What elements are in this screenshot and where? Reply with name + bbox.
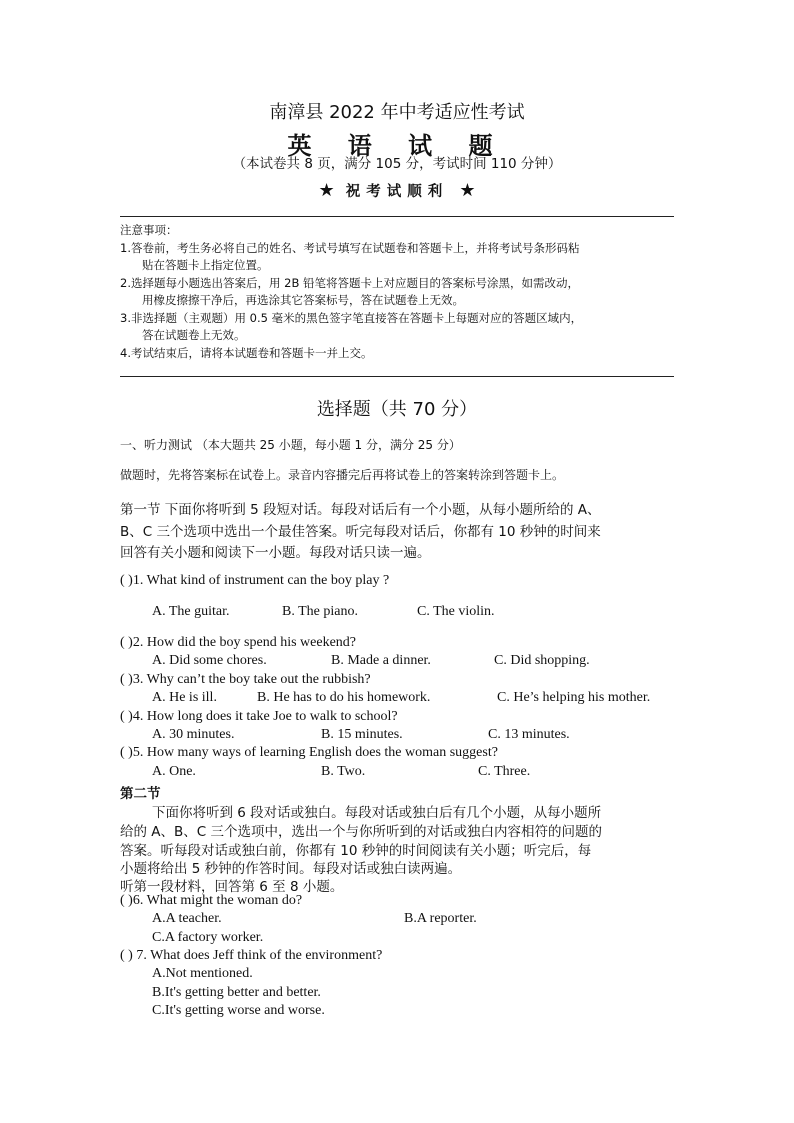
sec2-line: 下面你将听到 6 段对话或独白。每段对话或独白后有几个小题，从每小题所 (152, 805, 602, 821)
sec1-line: 第一节 下面你将听到 5 段短对话。每段对话后有一个小题，从每小题所给的 A、 (120, 502, 601, 518)
blessing-text: 祝考试顺利 (345, 184, 449, 200)
question-6 (120, 893, 302, 909)
option-a: A. 30 minutes. (152, 727, 235, 742)
section-title: 选择题（共 70 分） (316, 399, 478, 420)
answer-blank[interactable]: ( ) (120, 573, 133, 588)
option-a: A. One. (152, 764, 196, 779)
option-a: A.A teacher. (152, 911, 222, 926)
answer-blank[interactable]: ( ) (120, 635, 133, 650)
notice-item: 贴在答题卡上指定位置。 (142, 258, 269, 272)
question-1 (120, 573, 389, 589)
option-c: C. He’s helping his mother. (497, 690, 651, 705)
divider-top (120, 216, 674, 217)
option-c: C. Did shopping. (494, 653, 590, 668)
option-b: B. Two. (321, 764, 366, 779)
question-4 (120, 709, 398, 725)
sec2-heading: 第二节 (120, 786, 161, 802)
sec1-line: 回答有关小题和阅读下一小题。每段对话只读一遍。 (120, 545, 431, 561)
exam-info: （本试卷共 8 页，满分 105 分，考试时间 110 分钟） (232, 156, 562, 172)
question-text: 1. What kind of instrument can the boy play ? (132, 573, 390, 588)
sec2-line: 给的 A、B、C 三个选项中，选出一个与你所听到的对话或独白内容相符的问题的 (120, 824, 603, 840)
question-text: 2. How did the boy spend his weekend? (132, 635, 357, 650)
question-5 (120, 745, 498, 761)
notice-item: 2.选择题每小题选出答案后，用 2B 铅笔将答题卡上对应题目的答案标号涂黑，如需改动， (120, 276, 579, 290)
option-b: B. Made a dinner. (331, 653, 431, 668)
star-right-icon: ★ (459, 180, 476, 201)
answer-blank[interactable]: ( ) (120, 948, 133, 963)
option-c: C.A factory worker. (152, 930, 264, 945)
option-b: B. 15 minutes. (321, 727, 403, 742)
option-b: B.It's getting better and better. (152, 985, 321, 1000)
notice-item: 4.考试结束后，请将本试题卷和答题卡一并上交。 (120, 346, 373, 360)
notice-heading: 注意事项： (120, 223, 178, 237)
notice-item: 1.答卷前，考生务必将自己的姓名、考试号填写在试题卷和答题卡上，并将考试号条形码粘 (120, 241, 580, 255)
question-2 (120, 635, 356, 651)
question-3 (120, 672, 371, 688)
question-text: 3. Why can’t the boy take out the rubbish? (132, 672, 371, 687)
subject-title: 英 语 试 题 (287, 132, 507, 160)
notice-item: 3.非选择题（主观题）用 0.5 毫米的黑色签字笔直接答在答题卡上每题对应的答题区域内， (120, 311, 583, 325)
option-c: C.It's getting worse and worse. (152, 1003, 325, 1018)
divider-bottom (120, 376, 674, 377)
answer-blank[interactable]: ( ) (120, 672, 133, 687)
question-text: 4. How long does it take Joe to walk to school? (132, 709, 398, 724)
sec2-line: 答案。听每段对话或独白前，你都有 10 秒钟的时间阅读有关小题；听完后，每 (120, 843, 592, 859)
sec2-line: 小题将给出 5 秒钟的作答时间。每段对话或独白读两遍。 (120, 861, 462, 877)
option-b: B. The piano. (282, 604, 358, 619)
option-a: A. Did some chores. (152, 653, 267, 668)
question-text: 5. How many ways of learning English does the woman suggest? (132, 745, 498, 760)
question-text: 6. What might the woman do? (132, 893, 303, 908)
question-text: 7. What does Jeff think of the environment? (132, 948, 383, 963)
option-a: A.Not mentioned. (152, 966, 253, 981)
option-b: B.A reporter. (404, 911, 477, 926)
part1-instruction: 做题时，先将答案标在试卷上。录音内容播完后再将试卷上的答案转涂到答题卡上。 (120, 468, 565, 482)
option-b: B. He has to do his homework. (257, 690, 431, 705)
star-left-icon: ★ (318, 180, 335, 201)
blessing-line (0, 180, 794, 201)
exam-title: 南漳县 2022 年中考适应性考试 (269, 102, 525, 123)
option-a: A. The guitar. (152, 604, 230, 619)
notice-item: 用橡皮擦擦干净后，再选涂其它答案标号，答在试题卷上无效。 (142, 293, 464, 307)
answer-blank[interactable]: ( ) (120, 709, 133, 724)
option-c: C. The violin. (417, 604, 495, 619)
option-c: C. Three. (478, 764, 531, 779)
notice-item: 答在试题卷上无效。 (142, 328, 246, 342)
question-7 (120, 948, 382, 964)
answer-blank[interactable]: ( ) (120, 745, 133, 760)
option-a: A. He is ill. (152, 690, 217, 705)
answer-blank[interactable]: ( ) (120, 893, 133, 908)
sec2-line: 听第一段材料，回答第 6 至 8 小题。 (120, 879, 344, 895)
sec1-line: B、C 三个选项中选出一个最佳答案。听完每段对话后，你都有 10 秒钟的时间来 (120, 524, 601, 540)
option-c: C. 13 minutes. (488, 727, 570, 742)
part1-heading: 一、听力测试 （本大题共 25 小题，每小题 1 分，满分 25 分） (120, 438, 461, 452)
